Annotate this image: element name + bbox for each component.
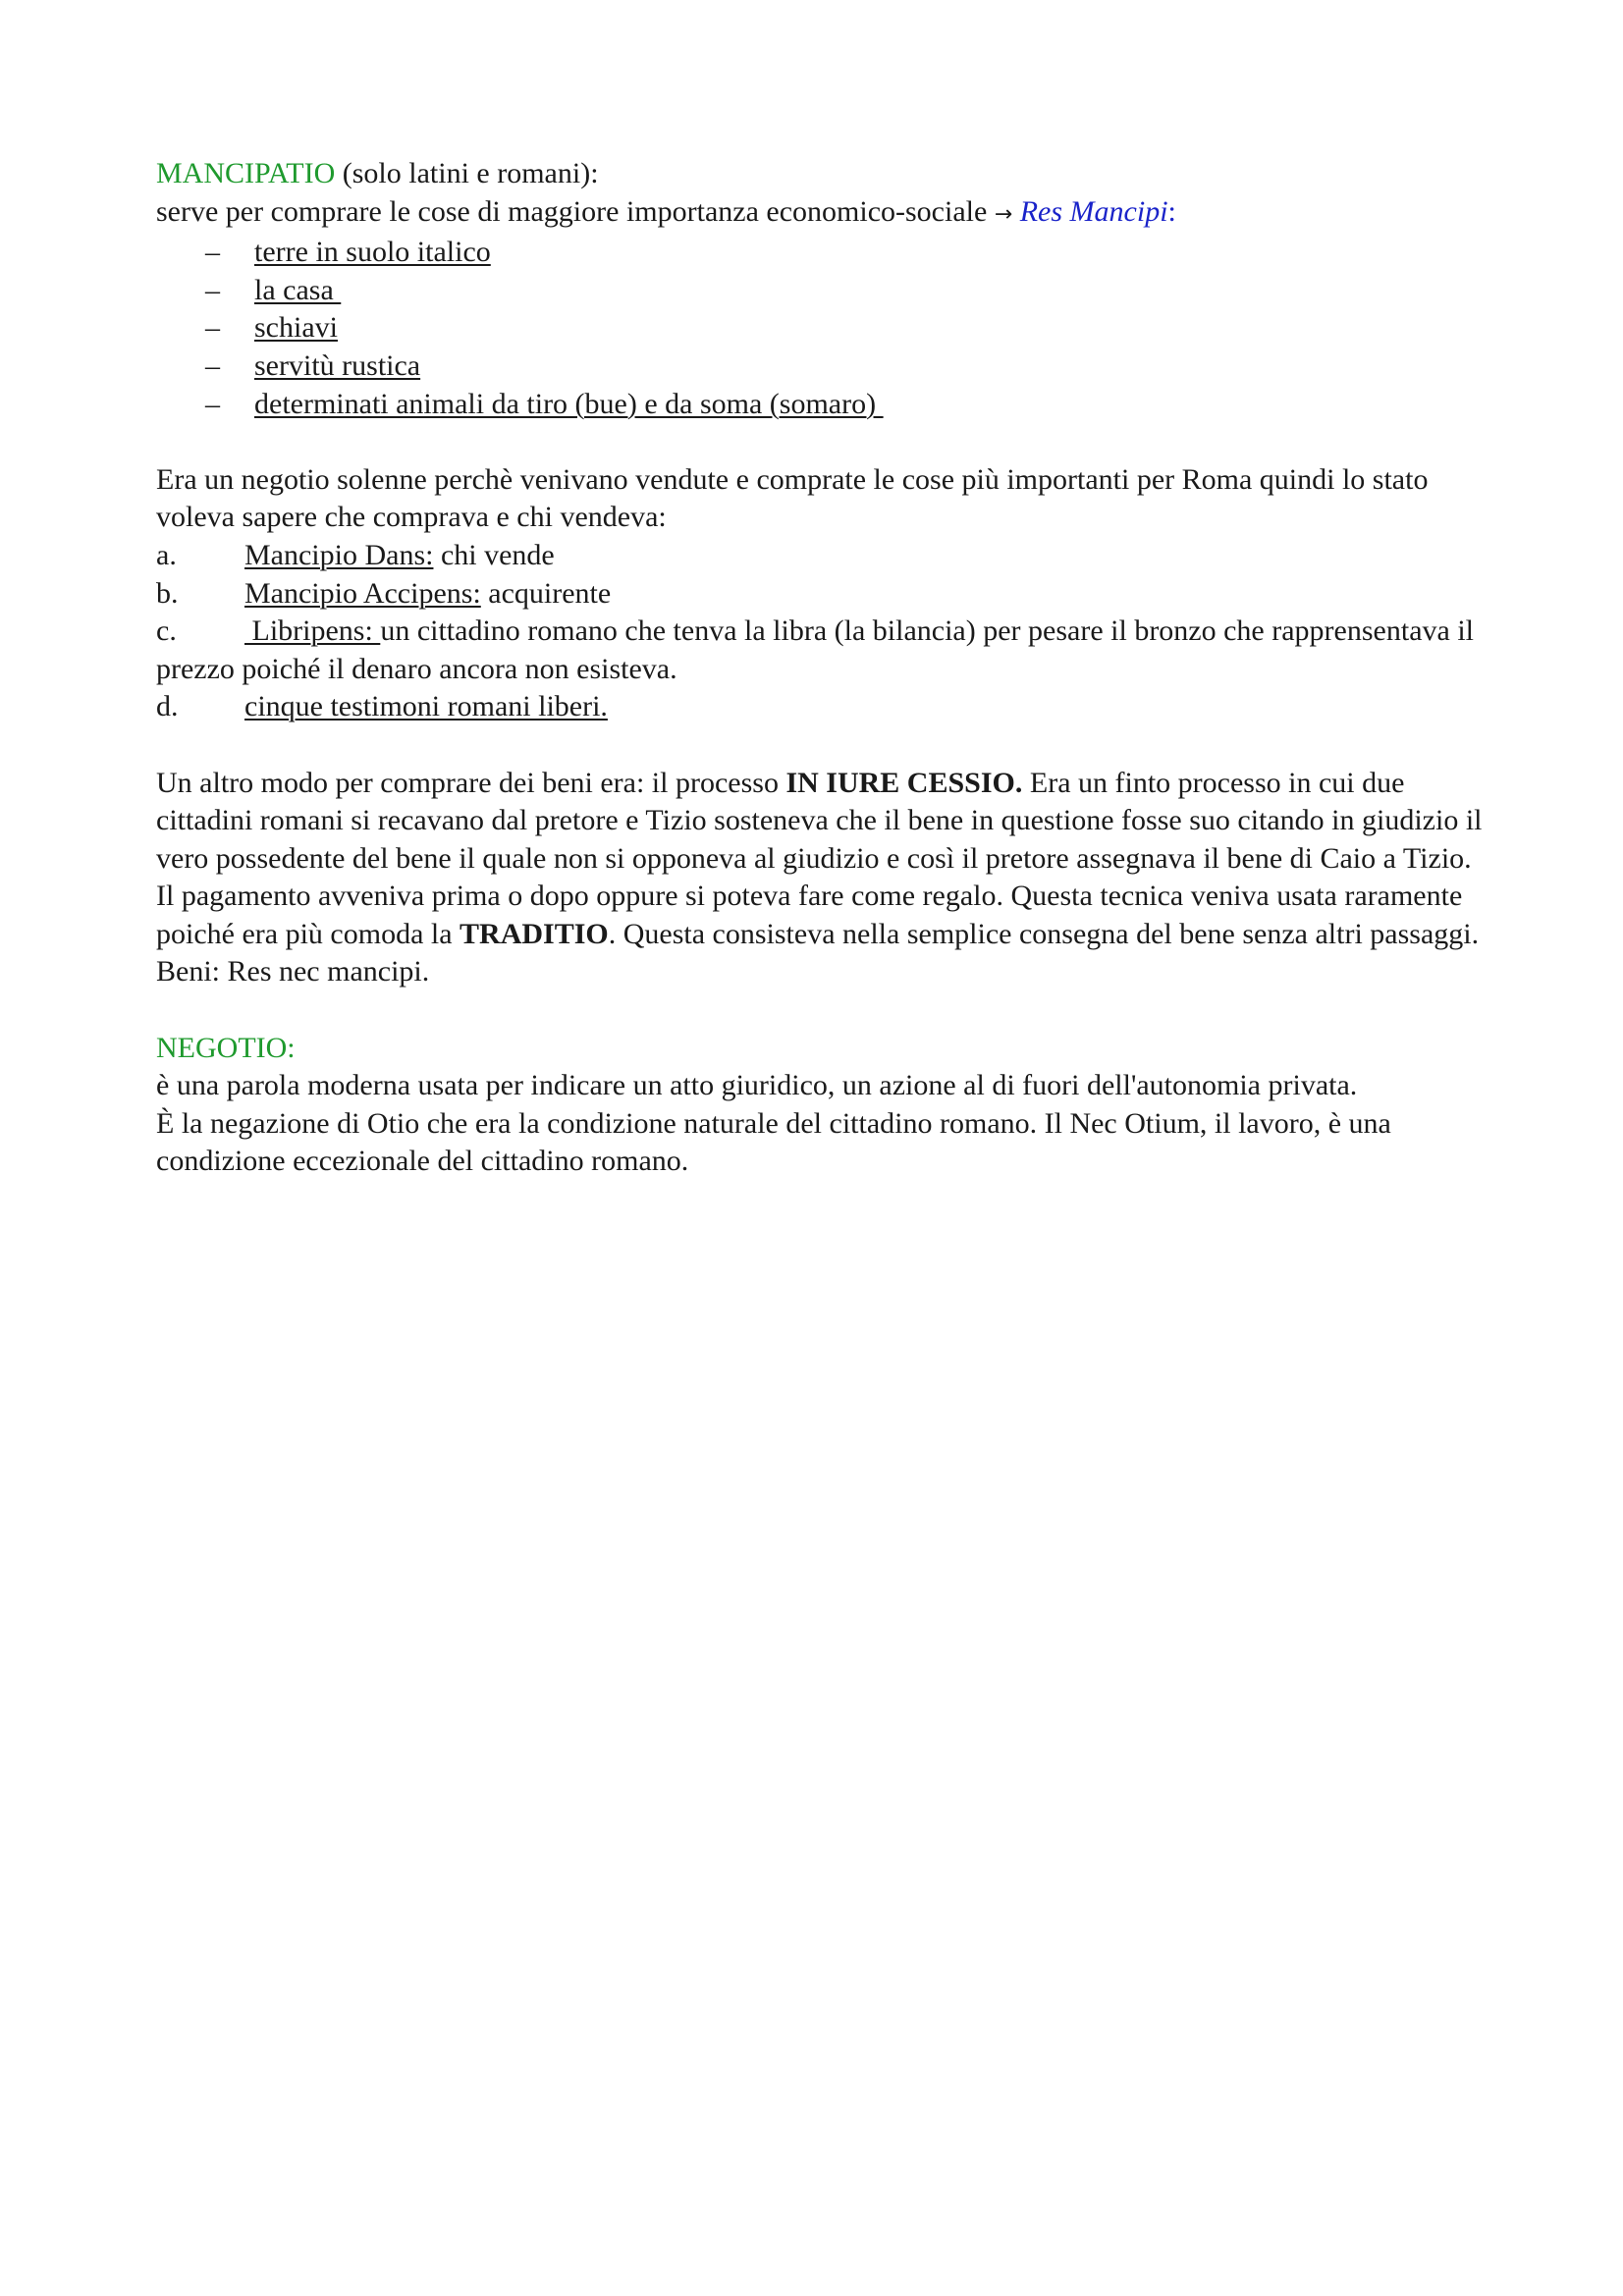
list-item-text: determinati animali da tiro (bue) e da soma (somaro) [254, 387, 884, 420]
paragraph-spacer [156, 423, 1491, 461]
bold-term: IN IURE CESSIO. [785, 766, 1023, 799]
list-item-text: terre in suolo italico [254, 236, 491, 269]
negotio-heading: NEGOTIO: [156, 1031, 296, 1064]
list-item [156, 688, 1491, 726]
paragraph-text: . Questa consisteva nella semplice consegna del bene senza altri passaggi. Beni: Res nec mancipi. [156, 917, 1480, 988]
list-marker: b. [156, 576, 179, 610]
list-marker: a. [156, 538, 177, 571]
in-iure-cessio-paragraph [156, 765, 1491, 992]
negotio-definition: è una parola moderna usata per indicare un atto giuridico, un azione al di fuori dell'autonomia privata. [156, 1069, 1358, 1102]
res-mancipi-term: Res Mancipi [1019, 194, 1168, 228]
mancipatio-heading-note: (solo latini e romani): [335, 157, 599, 189]
mancipatio-intro: serve per comprare le cose di maggiore importanza economico-sociale [156, 194, 995, 228]
dash-bullet-icon: – [205, 273, 220, 306]
party-desc: acquirente [480, 576, 612, 610]
mancipatio-intro-line [156, 193, 1491, 235]
list-item-text: schiavi [254, 311, 338, 345]
list-item [156, 386, 1491, 424]
paragraph-spacer [156, 726, 1491, 765]
bold-term: TRADITIO [460, 917, 609, 950]
negotio-solenne-section [156, 461, 1491, 726]
dash-bullet-icon: – [205, 311, 220, 345]
mancipatio-heading: MANCIPATIO [156, 157, 336, 189]
list-item [156, 537, 1491, 575]
otio-paragraph: È la negazione di Otio che era la condizione naturale del cittadino romano. Il Nec Otium, il lavoro, è una condizione eccezionale del cittadino romano. [156, 1106, 1391, 1178]
list-marker: d. [156, 690, 179, 723]
mancipatio-section [156, 155, 1491, 423]
negotio-section [156, 1030, 1491, 1181]
list-item [156, 575, 1491, 614]
paragraph-text: Era un finto processo in cui due cittadini romani si recavano dal pretore e Tizio sosteneva che il bene in questione fosse suo citando in giudizio il vero possedente del bene il quale non si opponeva al giudizio e così il pretore assegnava il bene di Caio a Tizio. Il pagamento avveniva prima o dopo oppure si poteva fare come regalo. Questa tecnica veniva usata raramente poiché era più comoda la [156, 766, 1483, 950]
right-arrow-icon: → [994, 201, 1013, 227]
paragraph-spacer [156, 991, 1491, 1030]
party-term: Mancipio Accipens: [244, 576, 481, 610]
list-item [156, 272, 1491, 310]
party-desc: un cittadino romano che tenva la libra (la bilancia) per pesare il bronzo che rapprensentava il prezzo poiché il denaro ancora non esisteva. [156, 614, 1474, 685]
list-item [156, 309, 1491, 347]
res-mancipi-colon: : [1167, 194, 1176, 228]
list-marker: c. [156, 614, 177, 648]
parties-list [156, 537, 1491, 726]
party-term: Mancipio Dans: [244, 538, 434, 571]
res-mancipi-list [156, 234, 1491, 423]
party-desc: chi vende [433, 538, 555, 571]
list-item-text: servitù rustica [254, 348, 421, 382]
list-item [156, 613, 1491, 688]
mancipatio-heading-line [156, 155, 1491, 193]
negotio-solenne-intro: Era un negotio solenne perchè venivano vendute e comprate le cose più importanti per Roma quindi lo stato voleva sapere che comprava e chi vendeva: [156, 462, 1429, 534]
list-item [156, 234, 1491, 272]
party-term: Libripens: [244, 614, 381, 648]
paragraph-text: Un altro modo per comprare dei beni era: il processo [156, 766, 786, 799]
list-item [156, 347, 1491, 386]
dash-bullet-icon: – [205, 387, 220, 420]
document-page [156, 155, 1491, 1181]
dash-bullet-icon: – [205, 236, 220, 269]
party-term: cinque testimoni romani liberi. [244, 690, 608, 723]
list-item-text: la casa [254, 273, 342, 306]
dash-bullet-icon: – [205, 348, 220, 382]
